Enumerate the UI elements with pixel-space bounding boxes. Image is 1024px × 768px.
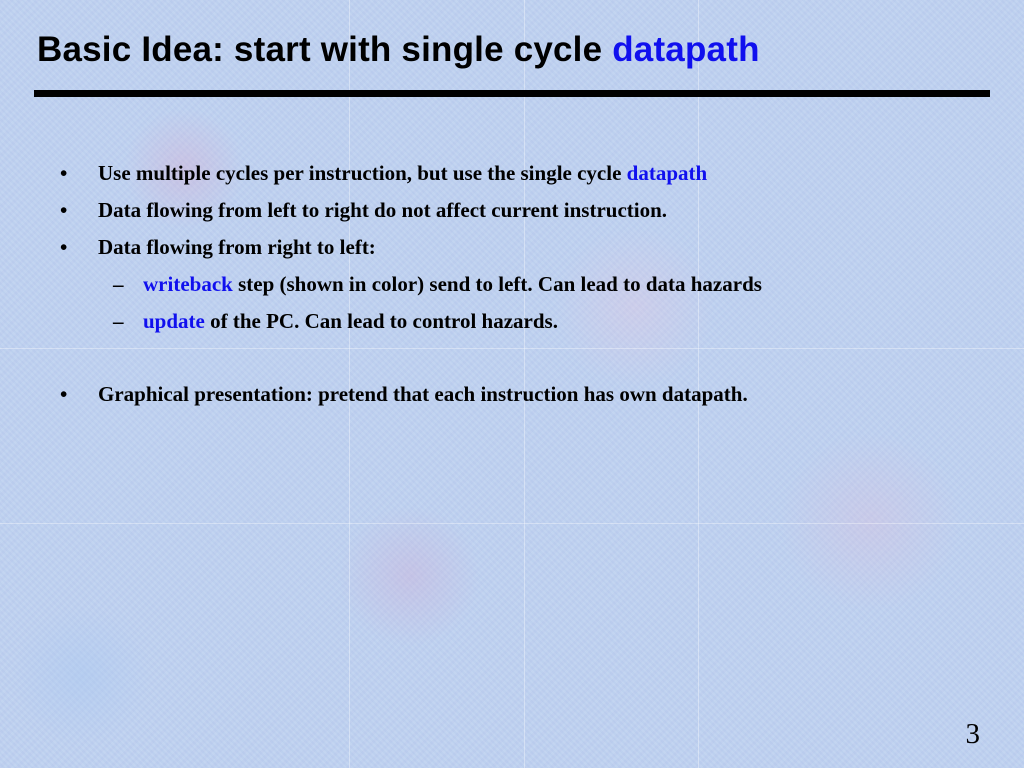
sub-bullet-item: [113, 309, 558, 333]
sub-bullet-marker: –: [113, 309, 124, 333]
sub-bullet-marker: –: [113, 272, 124, 296]
background-seam: [0, 523, 1024, 524]
bullet-marker: •: [60, 161, 68, 185]
bullet-item: [60, 235, 376, 259]
bullet-item: [60, 382, 748, 406]
bullet-item: [60, 198, 667, 222]
bullet-text: Data flowing from left to right do not affect current instruction.: [98, 198, 668, 222]
bullet-accent: datapath: [626, 161, 708, 185]
bullet-marker: •: [60, 235, 68, 259]
sub-bullet-text: of the PC. Can lead to control hazards.: [204, 309, 558, 333]
background-seam: [0, 348, 1024, 349]
bullet-marker: •: [60, 198, 68, 222]
slide-title-accent: datapath: [612, 30, 760, 69]
slide-title-text: Basic Idea: start with single cycle: [37, 30, 613, 69]
sub-bullet-text: step (shown in color) send to left. Can lead to data hazards: [232, 272, 762, 296]
bullet-item: [60, 161, 707, 185]
bullet-text: Graphical presentation: pretend that each instruction has own datapath.: [98, 382, 748, 406]
page-number: 3: [965, 718, 980, 750]
bullet-marker: •: [60, 382, 68, 406]
title-underline: [34, 90, 990, 97]
bullet-text: Use multiple cycles per instruction, but use the single cycle: [98, 161, 627, 185]
sub-bullet-accent: update: [143, 309, 205, 333]
bullet-text: Data flowing from right to left:: [98, 235, 376, 259]
sub-bullet-accent: writeback: [143, 272, 233, 296]
slide-title: [37, 30, 760, 70]
sub-bullet-item: [113, 272, 762, 296]
